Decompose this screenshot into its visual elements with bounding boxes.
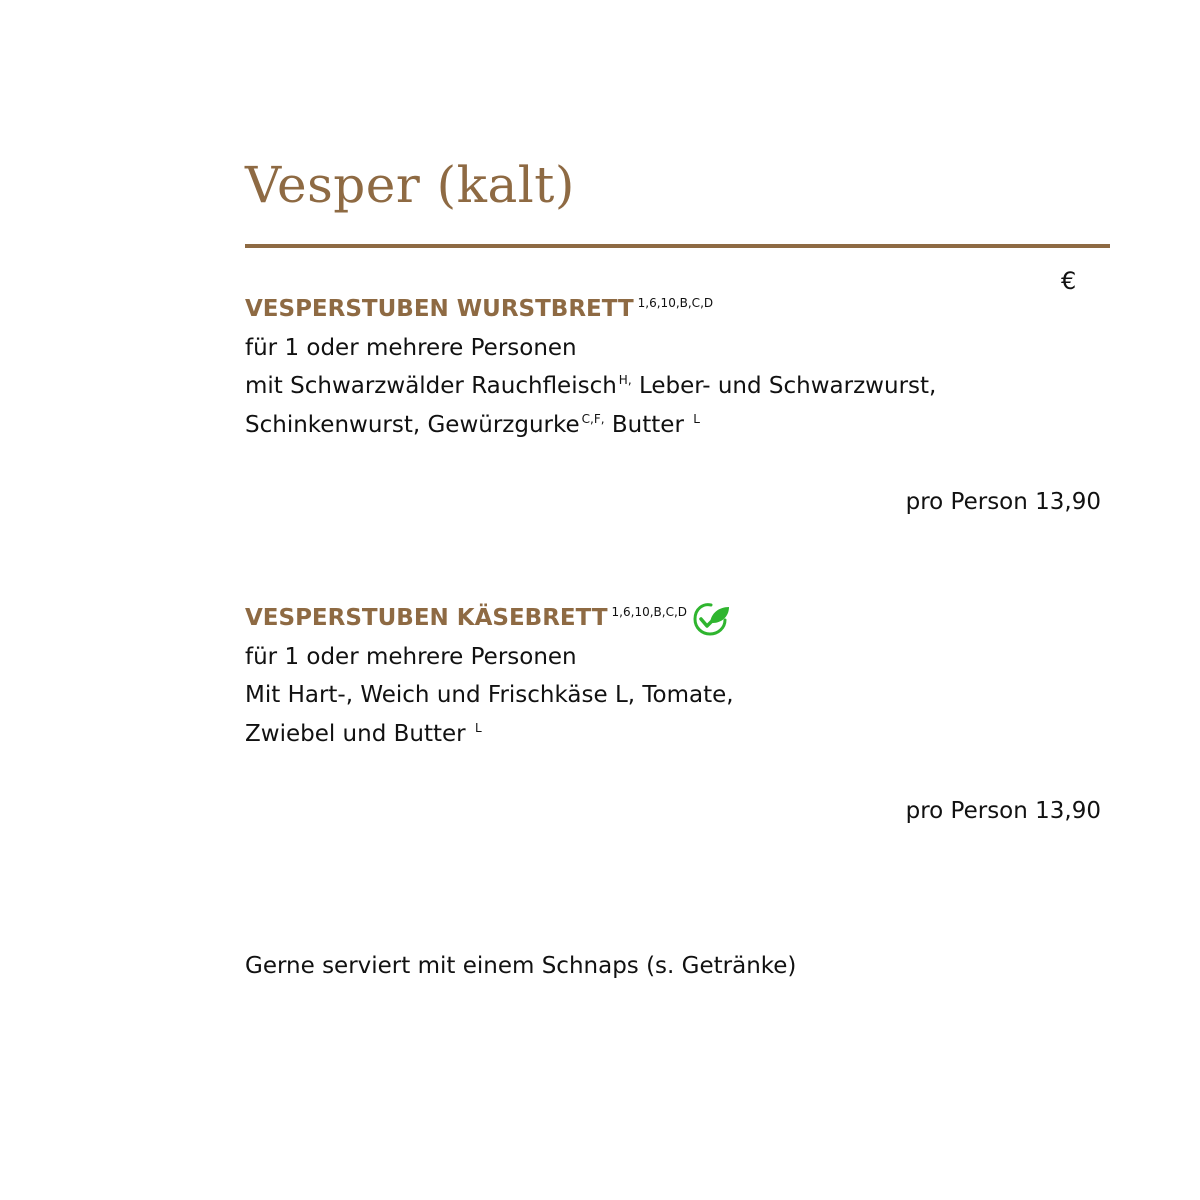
allergen-codes: H, xyxy=(618,373,632,387)
description-text: Butter xyxy=(604,412,692,438)
item-name-wurstbrett xyxy=(245,294,713,324)
vegetarian-leaf-check-icon xyxy=(689,601,731,637)
item-description-line: für 1 oder mehrere Personen xyxy=(245,644,577,670)
item-description-line xyxy=(245,371,936,401)
item-price: pro Person 13,90 xyxy=(905,489,1101,515)
description-text: Zwiebel und Butter xyxy=(245,721,473,747)
title-divider xyxy=(245,244,1110,248)
page-title: Vesper (kalt) xyxy=(245,156,575,214)
allergen-codes: L xyxy=(474,721,482,735)
item-description-line: für 1 oder mehrere Personen xyxy=(245,335,577,361)
description-text: Leber- und Schwarzwurst, xyxy=(631,373,937,399)
item-name-kaesebrett xyxy=(245,603,731,639)
item-title: VESPERSTUBEN WURSTBRETT xyxy=(245,296,634,322)
allergen-codes: L xyxy=(693,412,700,426)
allergen-codes: 1,6,10,B,C,D xyxy=(611,605,688,619)
item-price: pro Person 13,90 xyxy=(905,798,1101,824)
allergen-codes: 1,6,10,B,C,D xyxy=(637,296,714,310)
item-description-line xyxy=(245,410,700,440)
allergen-codes: C,F, xyxy=(581,412,605,426)
item-description-line xyxy=(245,719,482,749)
item-title: VESPERSTUBEN KÄSEBRETT xyxy=(245,605,608,631)
currency-symbol: € xyxy=(1061,267,1077,295)
item-description-line: Mit Hart-, Weich und Frischkäse L, Tomate, xyxy=(245,682,734,708)
description-text: mit Schwarzwälder Rauchfleisch xyxy=(245,373,617,399)
description-text: Schinkenwurst, Gewürzgurke xyxy=(245,412,580,438)
footer-note: Gerne serviert mit einem Schnaps (s. Getränke) xyxy=(245,953,797,979)
